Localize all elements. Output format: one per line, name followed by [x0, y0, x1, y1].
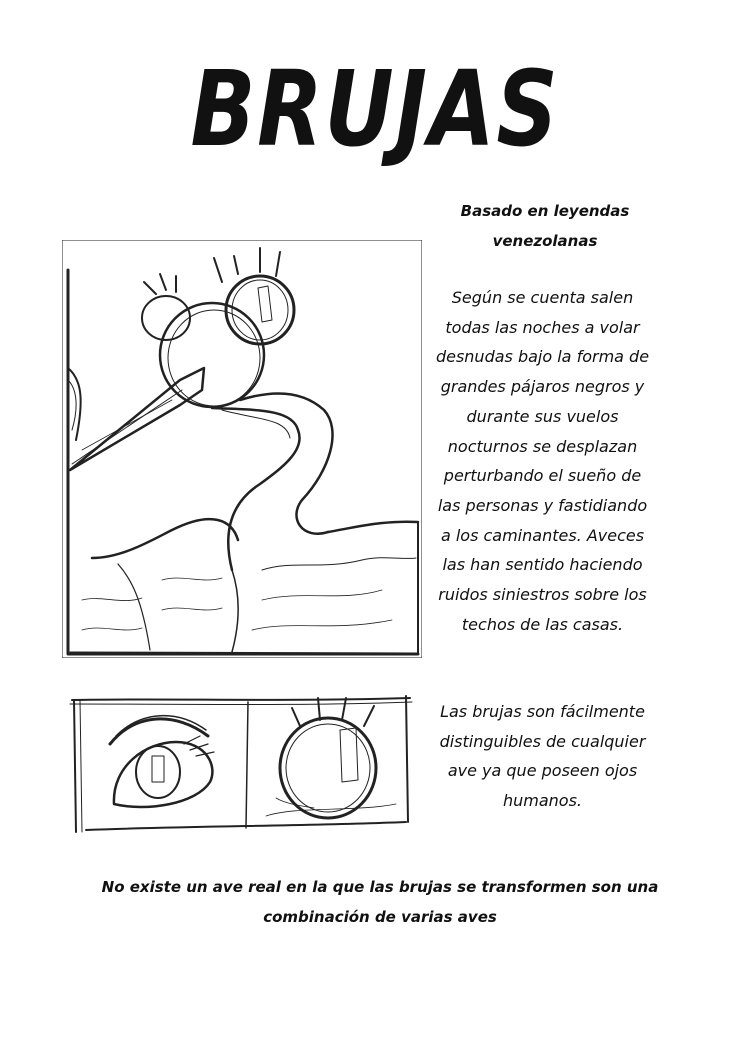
bird-sketch-illustration	[62, 240, 422, 658]
paragraph-line: Según se cuenta salen	[451, 288, 634, 307]
subtitle-line-2: venezolanas	[492, 232, 598, 250]
paragraph-line: nocturnos se desplazan	[447, 436, 638, 456]
paragraph-line: a los caminantes. Aveces	[440, 525, 645, 545]
paragraph-line: distinguibles de cualquier	[439, 731, 646, 751]
paragraph-line: techos de las casas.	[461, 614, 624, 634]
paragraph-line: ruidos siniestros sobre los	[438, 585, 647, 605]
footer-line-2: combinación de varias aves	[263, 908, 497, 926]
paragraph-line: humanos.	[502, 791, 583, 811]
subtitle	[430, 196, 660, 256]
footer-note	[80, 872, 680, 932]
paragraph-line: Las brujas son fácilmente	[440, 702, 645, 721]
page-title: BRUJAS	[190, 48, 560, 170]
paragraph-line: durante sus vuelos	[466, 406, 619, 426]
bird-sketch-panel	[62, 240, 422, 658]
footer-line-1: No existe un ave real en la que las brujas se transformen son una	[101, 878, 659, 896]
paragraph-line: ave ya que poseen ojos	[447, 761, 638, 781]
paragraph-line: desnudas bajo la forma de	[435, 347, 650, 367]
paragraph-line: perturbando el sueño de	[443, 466, 642, 486]
paragraph-line: todas las noches a volar	[445, 317, 640, 337]
paragraph-eyes	[425, 697, 660, 816]
subtitle-line-1: Basado en leyendas	[460, 202, 630, 220]
paragraph-line: grandes pájaros negros y	[440, 377, 645, 397]
eyes-comparison-illustration	[66, 686, 416, 836]
paragraph-description	[425, 283, 660, 639]
paragraph-line: las personas y fastidiando	[437, 495, 648, 515]
eyes-sketch-panel	[66, 686, 416, 836]
paragraph-line: las han sentido haciendo	[442, 555, 643, 575]
